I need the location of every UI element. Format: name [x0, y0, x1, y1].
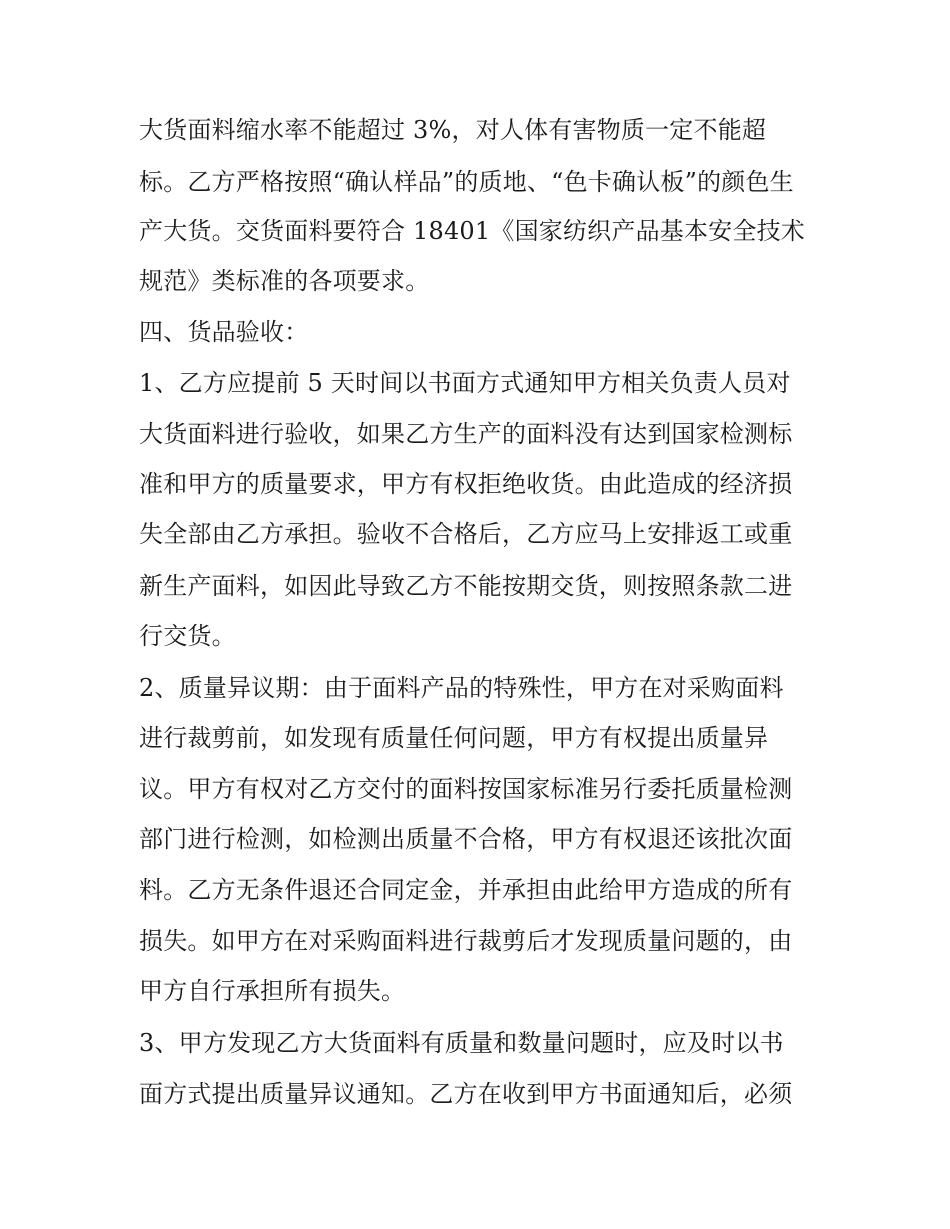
text-line: 规范》类标准的各项要求。 [139, 267, 430, 295]
text-line: 损失。如甲方在对采购面料进行裁剪后才发现质量问题的，由 [139, 927, 793, 955]
text-line: 部门进行检测，如检测出质量不合格，甲方有权退还该批次面 [139, 825, 793, 853]
text-line: 1、乙方应提前 5 天时间以书面方式通知甲方相关负责人员对 [139, 369, 791, 397]
text-line: 料。乙方无条件退还合同定金，并承担由此给甲方造成的所有 [139, 876, 793, 904]
text-line: 产大货。交货面料要符合 18401《国家纺织产品基本安全技术 [139, 217, 805, 245]
text-line: 新生产面料，如因此导致乙方不能按期交货，则按照条款二进 [139, 572, 793, 600]
text-line: 行交货。 [139, 622, 236, 650]
text-line: 标。乙方严格按照“确认样品”的质地、“色卡确认板”的颜色生 [139, 168, 794, 196]
section-heading: 四、货品验收： [139, 318, 309, 346]
text-line: 甲方自行承担所有损失。 [139, 977, 406, 1005]
text-line: 大货面料进行验收，如果乙方生产的面料没有达到国家检测标 [139, 420, 793, 448]
text-line: 准和甲方的质量要求，甲方有权拒绝收货。由此造成的经济损 [139, 470, 793, 498]
text-line: 面方式提出质量异议通知。乙方在收到甲方书面通知后，必须 [139, 1080, 793, 1108]
text-line: 2、质量异议期：由于面料产品的特殊性，甲方在对采购面料 [139, 674, 784, 702]
text-line: 失全部由乙方承担。验收不合格后，乙方应马上安排返工或重 [139, 520, 793, 548]
text-line: 进行裁剪前，如发现有质量任何问题，甲方有权提出质量异 [139, 724, 769, 752]
text-line: 3、甲方发现乙方大货面料有质量和数量问题时，应及时以书 [139, 1029, 784, 1057]
text-line: 大货面料缩水率不能超过 3%，对人体有害物质一定不能超 [139, 116, 767, 144]
text-line: 议。甲方有权对乙方交付的面料按国家标准另行委托质量检测 [139, 775, 793, 803]
